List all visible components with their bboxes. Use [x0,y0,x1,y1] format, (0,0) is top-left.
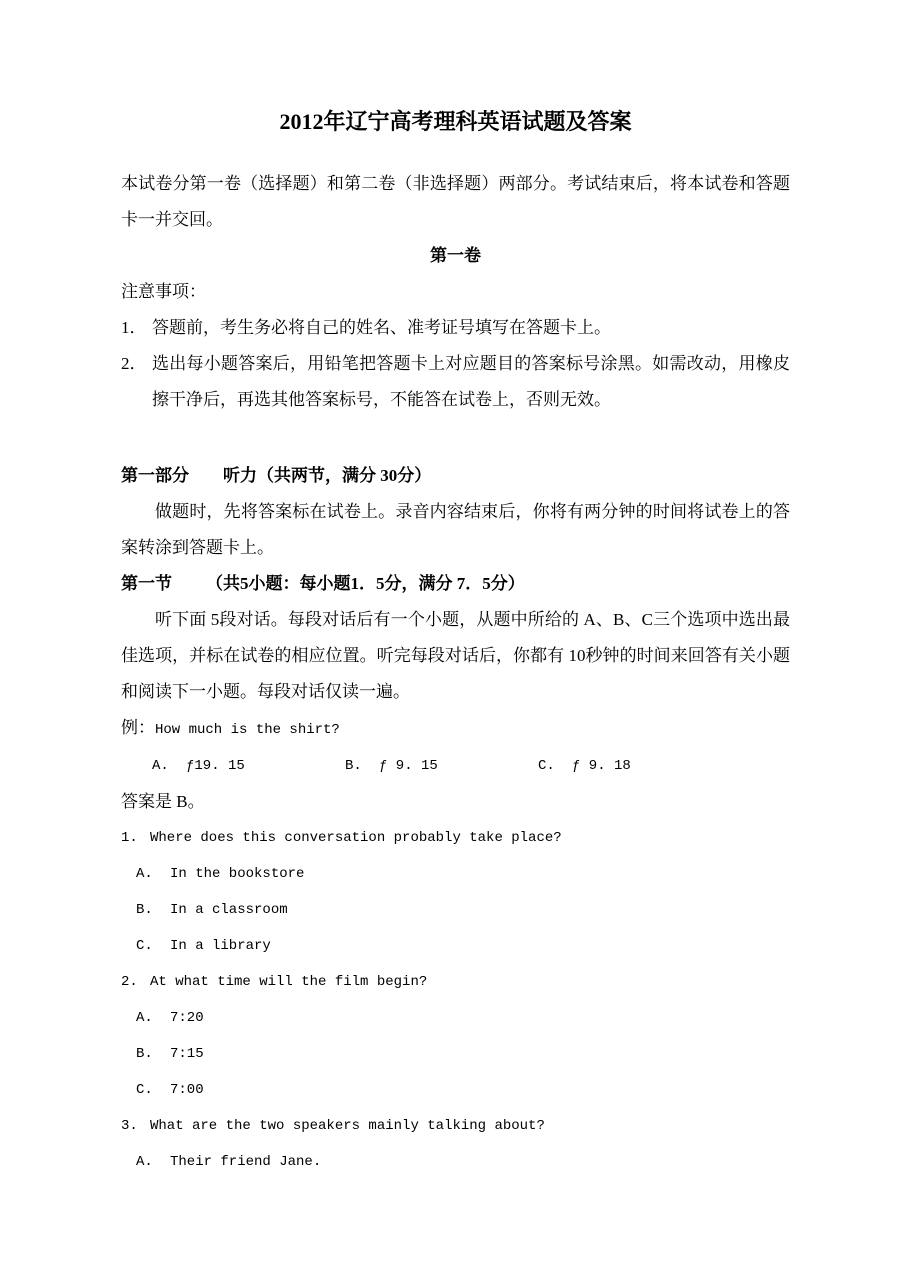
example-answer: 答案是 B。 [121,792,205,811]
option-text: ƒ 9. 18 [572,758,631,774]
question-text: Where does this conversation probably take place? [150,830,562,846]
note-text: 选出每小题答案后，用铅笔把答题卡上对应题目的答案标号涂黑。如需改动，用橡皮擦干净后，再选其他答案标号，不能答在试卷上，否则无效。 [152,354,790,409]
option-text: ƒ19. 15 [186,758,245,774]
section1-heading [121,566,790,602]
example-option-c [538,748,731,784]
option-letter: C. [136,938,153,954]
question-1-option-c [121,928,790,964]
question-3-option-a [121,1144,790,1180]
option-letter: B. [136,1046,153,1062]
option-text: In a classroom [170,902,288,918]
option-letter: B. [345,758,362,774]
example-question-line [121,710,790,748]
volume-heading: 第一卷 [430,246,481,265]
intro-paragraph: 本试卷分第一卷（选择题）和第二卷（非选择题）两部分。考试结束后，将本试卷和答题卡一并交回。 [121,174,790,229]
option-text: 7:00 [170,1082,204,1098]
option-letter: A. [136,866,153,882]
question-3 [121,1108,790,1144]
option-letter: B. [136,902,153,918]
question-1-option-a [121,856,790,892]
part1-heading-text: 听力（共两节，满分 30分） [223,466,432,485]
section1-heading-label: 第一节 [121,574,172,593]
option-letter: A. [136,1010,153,1026]
question-1 [121,820,790,856]
question-number: 2. [121,974,138,990]
option-letter: A. [136,1154,153,1170]
page-title: 2012年辽宁高考理科英语试题及答案 [279,109,632,134]
part1-instructions: 做题时，先将答案标在试卷上。录音内容结束后，你将有两分钟的时间将试卷上的答案转涂到答题卡上。 [121,502,790,557]
question-1-option-b [121,892,790,928]
example-options-row [121,748,790,784]
question-2-option-b [121,1036,790,1072]
example-option-b [345,748,538,784]
notes-label: 注意事项： [121,282,206,301]
option-text: In the bookstore [170,866,305,882]
note-text: 答题前，考生务必将自己的姓名、准考证号填写在答题卡上。 [152,318,611,337]
question-2-option-c [121,1072,790,1108]
example-question: How much is the shirt? [155,722,340,738]
note-number: 2． [121,354,147,373]
note-number: 1． [121,318,147,337]
question-number: 1. [121,830,138,846]
option-letter: C. [538,758,555,774]
section1-heading-text: （共5小题：每小题1．5分，满分 7．5分） [206,574,525,593]
question-text: At what time will the film begin? [150,974,428,990]
option-text: In a library [170,938,271,954]
section1-instructions: 听下面 5段对话。每段对话后有一个小题，从题中所给的 A、B、C三个选项中选出最佳选项，并标在试卷的相应位置。听完每段对话后，你都有 10秒钟的时间来回答有关小题和阅读下一小题。每段对话仅读一遍。 [121,610,790,701]
question-text: What are the two speakers mainly talking about? [150,1118,545,1134]
option-text: ƒ 9. 15 [379,758,438,774]
example-label: 例： [121,718,155,737]
question-2-option-a [121,1000,790,1036]
part1-heading-label: 第一部分 [121,466,189,485]
option-text: 7:15 [170,1046,204,1062]
note-item-2 [121,346,790,418]
option-letter: A. [152,758,169,774]
question-number: 3. [121,1118,138,1134]
part1-heading [121,458,790,494]
option-text: 7:20 [170,1010,204,1026]
question-2 [121,964,790,1000]
option-letter: C. [136,1082,153,1098]
example-option-a [152,748,345,784]
option-text: Their friend Jane. [170,1154,322,1170]
note-item-1 [121,310,790,346]
